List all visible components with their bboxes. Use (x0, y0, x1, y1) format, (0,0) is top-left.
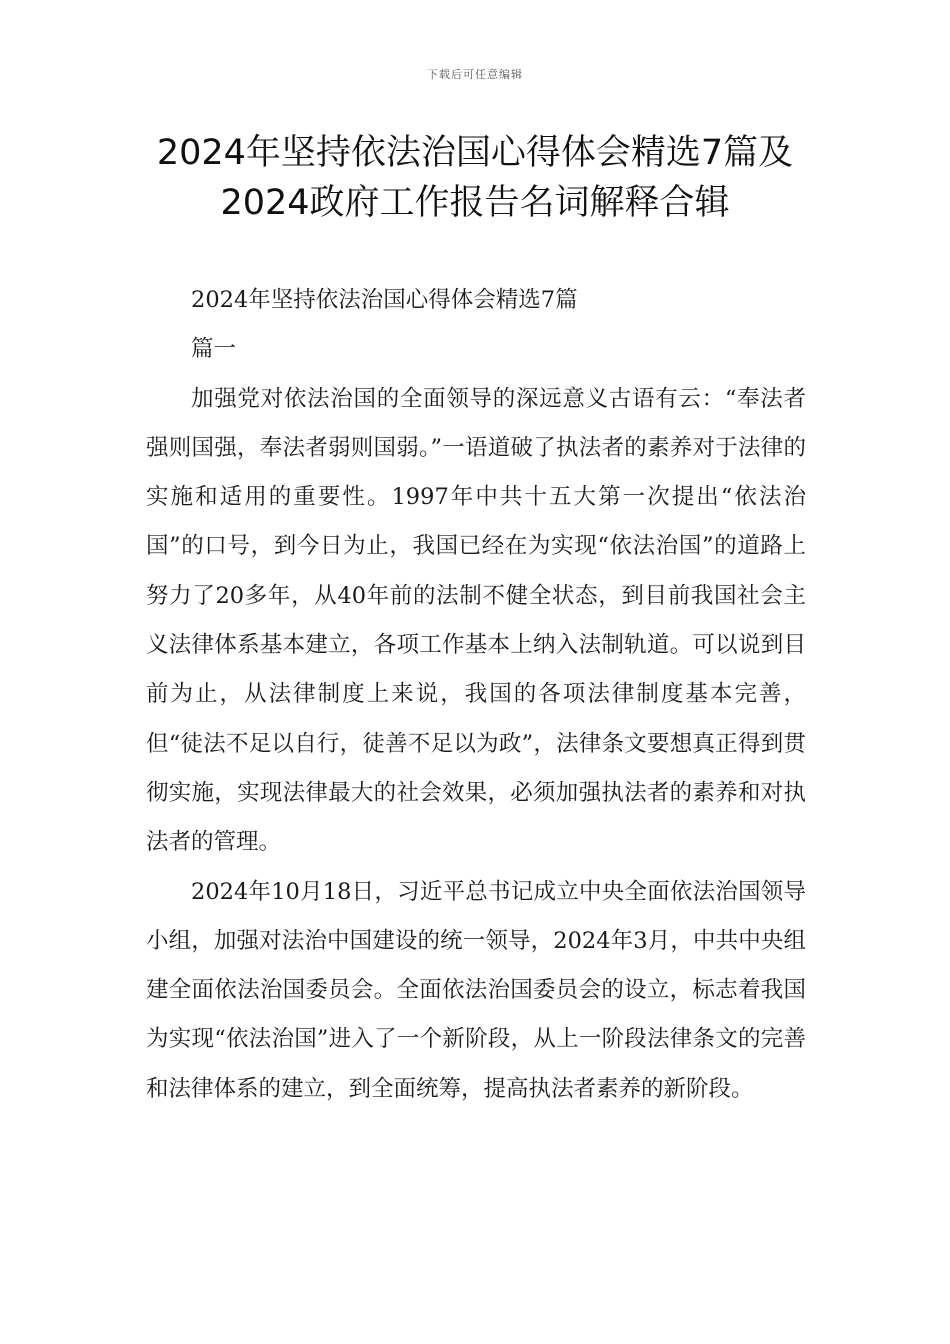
paragraph: 加强党对依法治国的全面领导的深远意义古语有云：“奉法者强则国强，奉法者弱则国弱。”一语道破了执法者的素养对于法律的实施和适用的重要性。1997年中共十五大第一次提出“依法治国”的口号，到今日为止，我国已经在为实现“依法治国”的道路上努力了20多年，从40年前的法制不健全状态，到目前我国社会主义法律体系基本建立，各项工作基本上纳入法制轨道。可以说到目前为止，从法律制度上来说，我国的各项法律制度基本完善，但“徒法不足以自行，徒善不足以为政”，法律条文要想真正得到贯彻实施，实现法律最大的社会效果，必须加强执法者的素养和对执法者的管理。 (146, 385, 806, 856)
document-title (60, 128, 890, 228)
chapter-label: 篇一 (191, 336, 237, 363)
document-title-line-1: 2024年坚持依法治国心得体会精选7篇及 (156, 133, 794, 173)
paragraph: 2024年10月18日，习近平总书记成立中央全面依法治国领导小组，加强对法治中国建设的统一领导，2024年3月，中共中央组建全面依法治国委员会。全面依法治国委员会的设立，标志着我国为实现“依法治国”进入了一个新阶段，从上一阶段法律条文的完善和法律体系的建立，到全面统筹，提高执法者素养的新阶段。 (146, 878, 806, 1102)
document-title-line-2: 2024政府工作报告名词解释合辑 (220, 183, 730, 223)
section-heading: 2024年坚持依法治国心得体会精选7篇 (191, 287, 578, 313)
header-note: 下载后可任意编辑 (427, 68, 523, 81)
document-body (146, 276, 806, 1114)
